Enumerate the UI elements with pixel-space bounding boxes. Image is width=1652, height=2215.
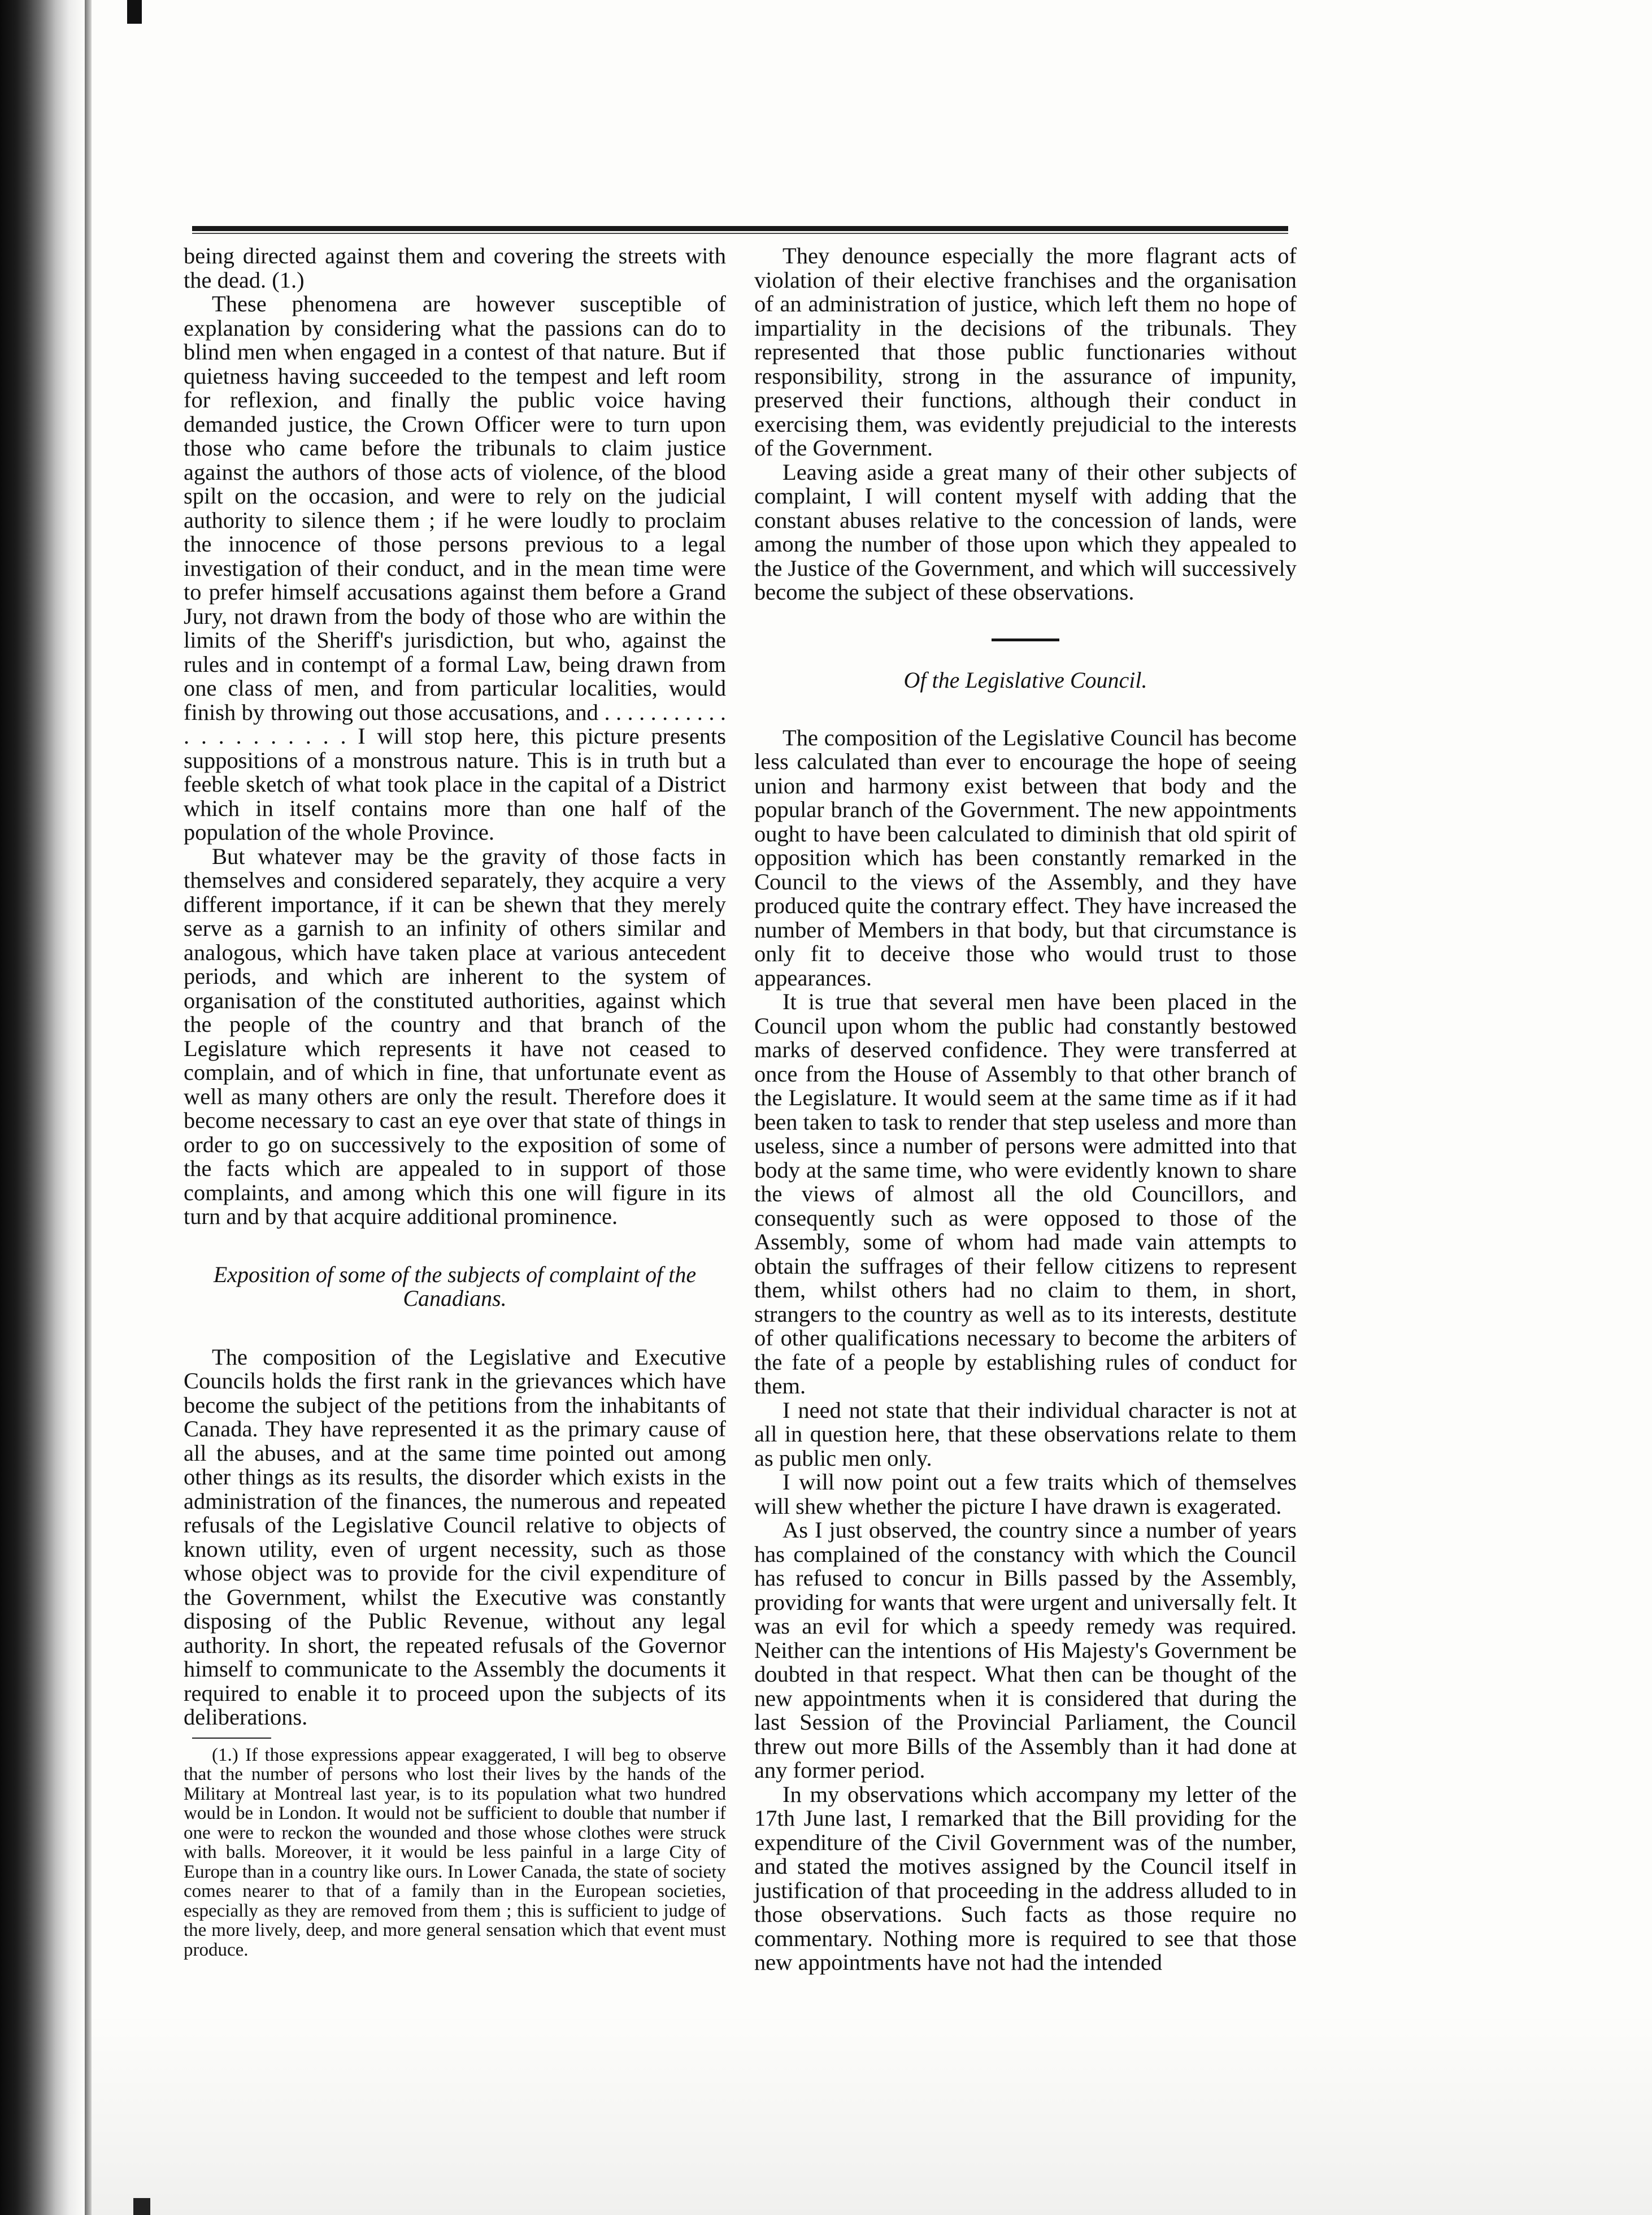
scan-bottom-mark xyxy=(133,2198,150,2215)
footnote-rule xyxy=(192,1738,271,1739)
right-paragraph-3: The composition of the Legislative Council has become less calculated than ever to encourage the hope of seeing union and harmony exist between that body and the popular branch of the Government. The new appointments ought to have been calculated to diminish that old spirit of opposition which has been constantly remarked in the Council to the views of the Assembly, and they have produced quite the contrary effect. They have increased the number of Members in that body, but that circumstance is only fit to deceive those who would trust to those appearances. xyxy=(754,724,1297,991)
left-column xyxy=(184,244,726,1960)
section-heading-exposition: Exposition of some of the subjects of complaint of the Canadians. xyxy=(213,1261,697,1311)
header-rule-thin xyxy=(192,233,1288,234)
scan-lower-shading xyxy=(85,2012,1652,2215)
right-paragraph-2: Leaving aside a great many of their other subjects of complaint, I will content myself with adding that the constant abuses relative to the concession of lands, were among the number of those upon which they appealed to the Justice of the Government, and which will successively become the subject of these observations. xyxy=(754,459,1297,605)
section-heading-legislative-council: Of the Legislative Council. xyxy=(903,667,1147,693)
left-paragraph-2: These phenomena are however susceptible of explanation by considering what the passions can do to blind men when engaged in a contest of that nature. But if quietness having succeeded to the tempest and left room for reflexion, and finally the public voice having demanded justice, the Crown Officer were to turn upon those who came before the tribunals to claim justice against the authors of those acts of violence, of the blood spilt on the occasion, and were to rely on the judicial authority to silence them ; if he were loudly to proclaim the innocence of those persons previous to a legal investigation of their conduct, and in the mean time were to prefer himself accusations against them before a Grand Jury, not drawn from the body of those who are within the limits of the Sheriff's jurisdiction, but who, against the rules and in contempt of a formal Law, being drawn from one class of men, and from particular localities, would finish by throwing out those accusations, and . . . . . . . . . . . . . . . . . . . . . I will stop here, this picture presents suppositions of a monstrous nature. This is in truth but a feeble sketch of what took place in the capital of a District which in itself contains more than one half of the population of the whole Province. xyxy=(184,291,726,845)
footnote: (1.) If those expressions appear exaggerated, I will beg to observe that the number of persons who lost their lives by the hands of the Military at Montreal last year, is to its population what two hundred would be in London. It would not be sufficient to double that number if one were to reckon the wounded and those whose clothes were struck with balls. Moreover, it it would be less painful in a large City of Europe than in a country like ours. In Lower Canada, the state of society comes nearer to that of a family than in the European societies, especially as they are removed from them ; this is sufficient to judge of the more lively, deep, and more general sensation which that event must produce. xyxy=(184,1744,726,1960)
right-paragraph-7: As I just observed, the country since a number of years has complained of the constancy with which the Council has refused to concur in Bills passed by the Assembly, providing for wants that were urgent and universally felt. It was an evil for which a speedy remedy was required. Neither can the intentions of His Majesty's Government be doubted in that respect. What then can be thought of the new appointments when it is considered that during the last Session of the Provincial Parliament, the Council threw out more Bills of the Assembly than it had done at any former period. xyxy=(754,1517,1297,1783)
right-paragraph-5: I need not state that their individual character is not at all in question here, that these observations relate to them as public men only. xyxy=(754,1397,1297,1471)
right-paragraph-4: It is true that several men have been placed in the Council upon whom the public had constantly bestowed marks of deserved confidence. They were transferred at once from the House of Assembly to that other branch of the Legislature. It would seem at the same time as if it had been taken to task to render that step useless and more than useless, since a number of persons were admitted into that body at the same time, who were evidently known to share the views of almost all the old Councillors, and consequently such as were opposed to those of the Assembly, some of whom had made vain attempts to obtain the suffrages of their fellow citizens to represent them, whilst others had no claim to them, in short, strangers to the country as well as to its interests, destitute of other qualifications necessary to become the arbiters of the fate of a people by establishing rules of conduct for them. xyxy=(754,989,1297,1399)
section-separator xyxy=(992,639,1059,641)
scan-page-edge xyxy=(0,0,85,2215)
header-rule xyxy=(192,226,1288,231)
left-paragraph-1: being directed against them and covering the streets with the dead. (1.) xyxy=(184,243,726,293)
scan-binding-shadow xyxy=(85,0,92,2215)
right-column xyxy=(754,244,1297,1975)
left-paragraph-3: But whatever may be the gravity of those facts in themselves and considered separately, they acquire a very different importance, if it can be shewn that they merely serve as a garnish to an infinity of others similar and analogous, which have taken place at various antecedent periods, and which are inherent to the system of organisation of the constituted authorities, against which the people of the country and that branch of the Legislature which represents it have not ceased to complain, and of which in fine, that unfortunate event as well as many others are only the result. Therefore does it become necessary to cast an eye over that state of things in order to go on successively to the exposition of some of the facts which are appealed to in support of those complaints, and among which this one will figure in its turn and by that acquire additional prominence. xyxy=(184,843,726,1229)
left-paragraph-4: The composition of the Legislative and Executive Councils holds the first rank in the grievances which have become the subject of the petitions from the inhabitants of Canada. They have represented it as the primary cause of all the abuses, and at the same time pointed out among other things as its results, the disorder which exists in the administration of the finances, the numerous and repeated refusals of the Legislative Council relative to objects of known utility, even of urgent necessity, such as those whose object was to provide for the civil expenditure of the Government, whilst the Executive was constantly disposing of the Public Revenue, without any legal authority. In short, the repeated refusals of the Governor himself to communicate to the Assembly the documents it required to enable it to proceed upon the subjects of its deliberations. xyxy=(184,1344,726,1730)
right-paragraph-6: I will now point out a few traits which of themselves will shew whether the picture I have drawn is exagerated. xyxy=(754,1469,1297,1519)
scan-corner-mark xyxy=(127,0,142,24)
right-paragraph-1: They denounce especially the more flagrant acts of violation of their elective franchises and the organisation of an administration of justice, which left them no hope of impartiality in the decisions of the tribunals. They represented that those public functionaries without responsibility, strong in the assurance of impunity, preserved their functions, although their conduct in exercising them, was evidently prejudicial to the interests of the Government. xyxy=(754,243,1297,461)
right-paragraph-8: In my observations which accompany my letter of the 17th June last, I remarked that the Bill providing for the expenditure of the Civil Government was of the number, and stated the motives assigned by the Council itself in justification of that proceeding in the address alluded to in those observations. Such facts as those require no commentary. Nothing more is required to see that those new appointments have not had the intended xyxy=(754,1781,1297,1975)
